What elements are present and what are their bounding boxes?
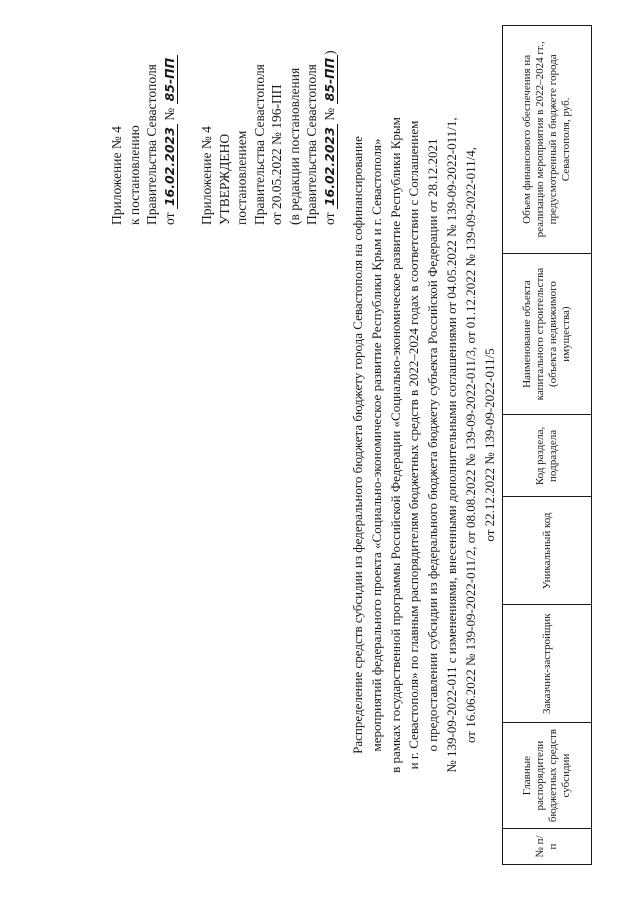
date-number-line [161,55,179,225]
header-cell-unique-code: Уникальный код [503,497,592,605]
date-number-line [321,50,339,225]
heading-line: от 16.06.2022 № 139-09-2022-011/2, от 08.08.2022 № 139-09-2022-011/3, от 01.12.2022 № 139-09-2022-011/4, [462,146,478,744]
heading-line: мероприятий федерального проекта «Социально-экономическое развитие Республики Крым и г. Севастополя» [368,138,384,752]
header-cell-object-name: Наименование объекта капитального строительства (объекта недвижимого имущества) [503,253,592,415]
table-header-row [503,26,592,865]
approval-block-2 [198,50,338,225]
appendix-label: Приложение № 4 [109,126,124,225]
number-sign: № [321,107,337,121]
heading-line: от 22.12.2022 № 139-09-2022-011/5 [481,348,497,542]
date-prefix: от [161,212,177,225]
closing-paren: ) [321,50,337,55]
approval-block-1 [108,55,178,225]
date-prefix: от [321,212,337,225]
resolution-label: постановлением [234,130,249,225]
resolution-label: к постановлению [126,125,142,225]
handwritten-number: 85-ПП [163,55,178,105]
header-cell-number: № п/п [503,829,592,865]
heading-line: и г. Севастополя» по главным распорядителям бюджетных средств в 2022–2024 годах в соответствии с Соглашением [406,120,422,770]
header-cell-customer: Заказчик-застройщик [503,605,592,723]
handwritten-date: 16.02.2023 [163,124,178,209]
appendix-label: Приложение № 4 [199,126,214,225]
header-cell-funding-volume: Объем финансового обеспечения на реализацию мероприятия в 2022–2024 гг., предусмотренный в бюджете города Севастополя, руб. [503,26,592,254]
header-cell-managers: Главные распорядители бюджетных средств субсидии [503,723,592,829]
government-label: Правительства Севастополя [144,64,159,225]
document-heading [349,25,499,865]
heading-line: в рамках государственной программы Российской Федерации «Социально-экономическое развитие Республики Крым [387,117,403,773]
heading-line: о предоставлении субсидии из федерального бюджета бюджету субъекта Российской Федерации от 28.12.2021 [425,138,441,752]
edition-label: (в редакции постановления [286,67,302,225]
original-date-line: от 20.05.2022 № 196-ПП [269,84,284,225]
number-sign: № [161,107,177,121]
approved-label: УТВЕРЖДЕНО [216,133,232,225]
subsidy-table [502,25,592,865]
heading-line: № 139-09-2022-011 с изменениями, внесенными дополнительными соглашениями от 04.05.2022 № 139-09-2022-011/1, [443,117,459,773]
heading-line: Распределение средств субсидии из федерального бюджета бюджету города Севастополя на софинансирование [350,136,365,754]
header-cell-section-code: Код раздела, подраздела [503,415,592,497]
government-label-2: Правительства Севастополя [304,64,319,225]
government-label: Правительства Севастополя [251,64,267,225]
handwritten-date: 16.02.2023 [323,124,338,209]
handwritten-number: 85-ПП [323,55,338,105]
